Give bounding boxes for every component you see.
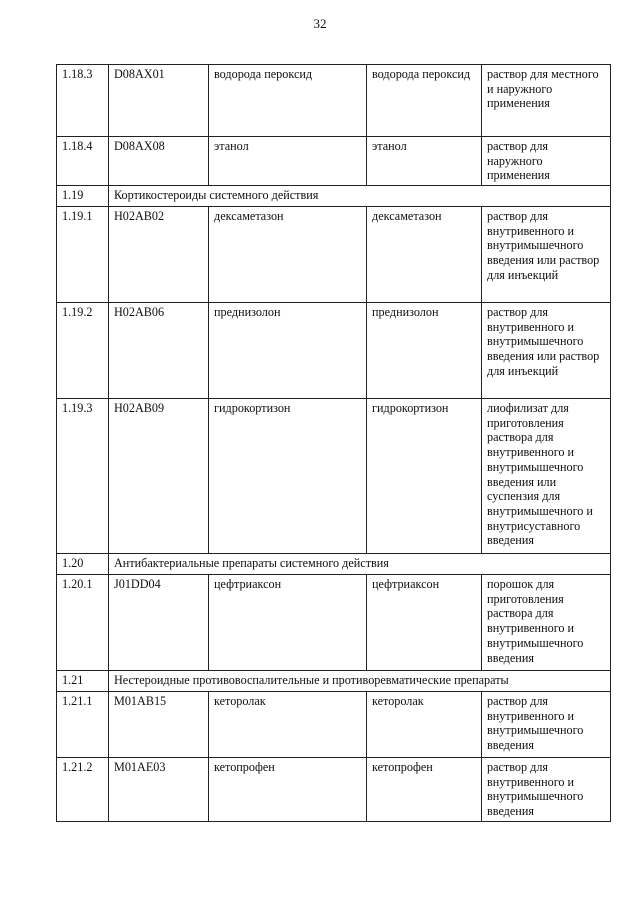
drug-row <box>57 137 611 186</box>
section-title: Антибактериальные препараты системного действия <box>109 554 611 575</box>
dosage-form: раствор для местного и наружного применения <box>482 65 611 137</box>
dosage-form: раствор для наружного применения <box>482 137 611 186</box>
active-ingredient: водорода пероксид <box>209 65 367 137</box>
atc-code: H02AB06 <box>109 303 209 399</box>
drug-row <box>57 575 611 671</box>
dosage-form: порошок для приготовления раствора для внутривенного и внутримышечного введения <box>482 575 611 671</box>
drug-name: водорода пероксид <box>367 65 482 137</box>
atc-code: M01AE03 <box>109 758 209 822</box>
item-number: 1.19.1 <box>57 207 109 303</box>
drug-name: гидрокортизон <box>367 399 482 554</box>
section-title: Нестероидные противовоспалительные и противоревматические препараты <box>109 671 611 692</box>
drug-name: дексаметазон <box>367 207 482 303</box>
drug-row <box>57 758 611 822</box>
drug-name: этанол <box>367 137 482 186</box>
drug-row <box>57 399 611 554</box>
dosage-form: лиофилизат для приготовления раствора для внутривенного и внутримышечного введения или суспензия для внутримышечного и внутрисуставного введения <box>482 399 611 554</box>
atc-code: D08AX08 <box>109 137 209 186</box>
drug-name: кетопрофен <box>367 758 482 822</box>
dosage-form: раствор для внутривенного и внутримышечного введения <box>482 758 611 822</box>
section-header-row <box>57 186 611 207</box>
atc-code: J01DD04 <box>109 575 209 671</box>
active-ingredient: преднизолон <box>209 303 367 399</box>
page-number: 32 <box>313 16 327 31</box>
active-ingredient: цефтриаксон <box>209 575 367 671</box>
item-number: 1.21.2 <box>57 758 109 822</box>
active-ingredient: кеторолак <box>209 692 367 758</box>
drug-name: кеторолак <box>367 692 482 758</box>
item-number: 1.19.3 <box>57 399 109 554</box>
drug-row <box>57 65 611 137</box>
section-title: Кортикостероиды системного действия <box>109 186 611 207</box>
section-number: 1.20 <box>57 554 109 575</box>
item-number: 1.18.3 <box>57 65 109 137</box>
active-ingredient: гидрокортизон <box>209 399 367 554</box>
active-ingredient: дексаметазон <box>209 207 367 303</box>
atc-code: M01AB15 <box>109 692 209 758</box>
active-ingredient: этанол <box>209 137 367 186</box>
item-number: 1.20.1 <box>57 575 109 671</box>
section-header-row <box>57 671 611 692</box>
atc-code: D08AX01 <box>109 65 209 137</box>
dosage-form: раствор для внутривенного и внутримышечного введения или раствор для инъекций <box>482 207 611 303</box>
dosage-form: раствор для внутривенного и внутримышечного введения или раствор для инъекций <box>482 303 611 399</box>
drug-row <box>57 303 611 399</box>
drug-name: цефтриаксон <box>367 575 482 671</box>
item-number: 1.18.4 <box>57 137 109 186</box>
section-header-row <box>57 554 611 575</box>
atc-code: H02AB09 <box>109 399 209 554</box>
drug-list-table <box>56 64 611 822</box>
item-number: 1.21.1 <box>57 692 109 758</box>
section-number: 1.21 <box>57 671 109 692</box>
drug-row <box>57 692 611 758</box>
active-ingredient: кетопрофен <box>209 758 367 822</box>
atc-code: H02AB02 <box>109 207 209 303</box>
item-number: 1.19.2 <box>57 303 109 399</box>
section-number: 1.19 <box>57 186 109 207</box>
dosage-form: раствор для внутривенного и внутримышечного введения <box>482 692 611 758</box>
drug-name: преднизолон <box>367 303 482 399</box>
drug-row <box>57 207 611 303</box>
